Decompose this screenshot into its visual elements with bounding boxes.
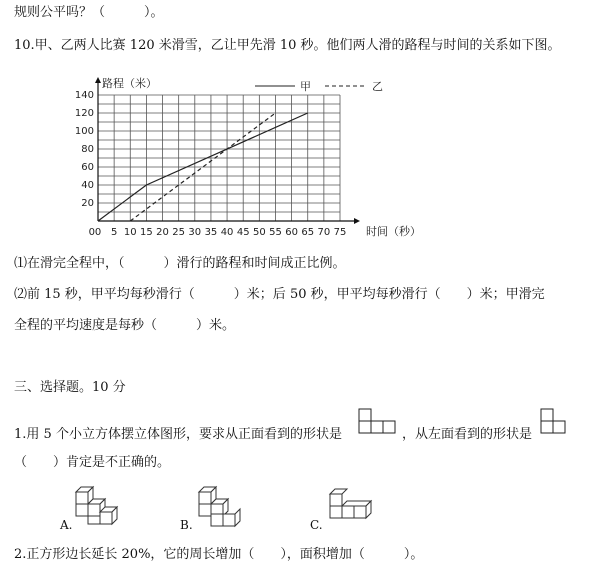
sub-question-2-cont: 全程的平均速度是每秒（ ）米。 (14, 318, 236, 333)
choice-q1-part2: ，从左面看到的形状是 (402, 427, 533, 442)
x-tick-label: 25 (172, 227, 186, 238)
legend-label-yi: 乙 (372, 80, 383, 93)
x-tick-label: 45 (236, 227, 250, 238)
choice-q2: 2.正方形边长延长 20%，它的周长增加（ ），面积增加（ ）。 (14, 547, 424, 562)
sub-question-1: ⑴在滑完全程中，（ ）滑行的路程和时间成正比例。 (14, 256, 346, 271)
x-axis-arrow (354, 218, 360, 224)
x-tick-label: 50 (252, 227, 266, 238)
option-b-figure[interactable] (193, 484, 253, 528)
x-tick-label: 20 (156, 227, 169, 238)
x-tick-label: 60 (285, 227, 298, 238)
y-tick-label: 120 (74, 108, 94, 119)
y-axis-arrow (95, 77, 101, 83)
option-a-label[interactable]: A. (60, 518, 73, 532)
legend-label-jia: 甲 (300, 80, 311, 93)
x-tick-label: 0 (94, 227, 102, 238)
option-a-figure[interactable] (72, 482, 132, 528)
left-view-shape (540, 408, 570, 436)
front-view-shape (358, 408, 400, 434)
option-c-label[interactable]: C. (310, 518, 323, 532)
x-axis-title: 时间（秒） (366, 225, 421, 238)
y-tick-label: 0 (88, 227, 95, 238)
y-axis-title: 路程（米） (102, 77, 157, 90)
x-tick-label: 30 (188, 227, 202, 238)
x-tick-label: 10 (123, 227, 137, 238)
y-tick-label: 140 (74, 90, 94, 101)
x-tick-label: 35 (204, 227, 218, 238)
x-tick-label: 40 (220, 227, 234, 238)
x-tick-label: 15 (140, 227, 153, 238)
section-3-title: 三、选择题。10 分 (14, 380, 126, 395)
option-c-figure[interactable] (326, 488, 386, 528)
option-b-label[interactable]: B. (180, 518, 193, 532)
y-tick-label: 40 (81, 180, 94, 191)
question-10: 10.甲、乙两人比赛 120 米滑雪，乙让甲先滑 10 秒。他们两人滑的路程与时间的关系如下图。 (14, 38, 561, 53)
x-tick-label: 65 (301, 227, 315, 238)
choice-q1-part1: 1.用 5 个小立方体摆立体图形，要求从正面看到的形状是 (14, 427, 342, 442)
question-top: 规则公平吗？（ ）。 (14, 5, 164, 20)
y-tick-label: 100 (74, 126, 94, 137)
y-tick-label: 80 (81, 144, 94, 155)
x-tick-label: 70 (317, 227, 331, 238)
sub-question-2: ⑵前 15 秒，甲平均每秒滑行（ ）米；后 50 秒，甲平均每秒滑行（ ）米；甲滑完 (14, 287, 545, 302)
choice-q1-part3: （ ）肯定是不正确的。 (14, 455, 171, 470)
y-tick-label: 20 (81, 198, 94, 209)
distance-time-chart (60, 70, 440, 240)
x-tick-label: 5 (110, 227, 118, 238)
y-tick-label: 60 (81, 162, 94, 173)
x-tick-label: 55 (269, 227, 282, 238)
chart-svg (60, 70, 440, 240)
x-tick-label: 75 (333, 227, 347, 238)
